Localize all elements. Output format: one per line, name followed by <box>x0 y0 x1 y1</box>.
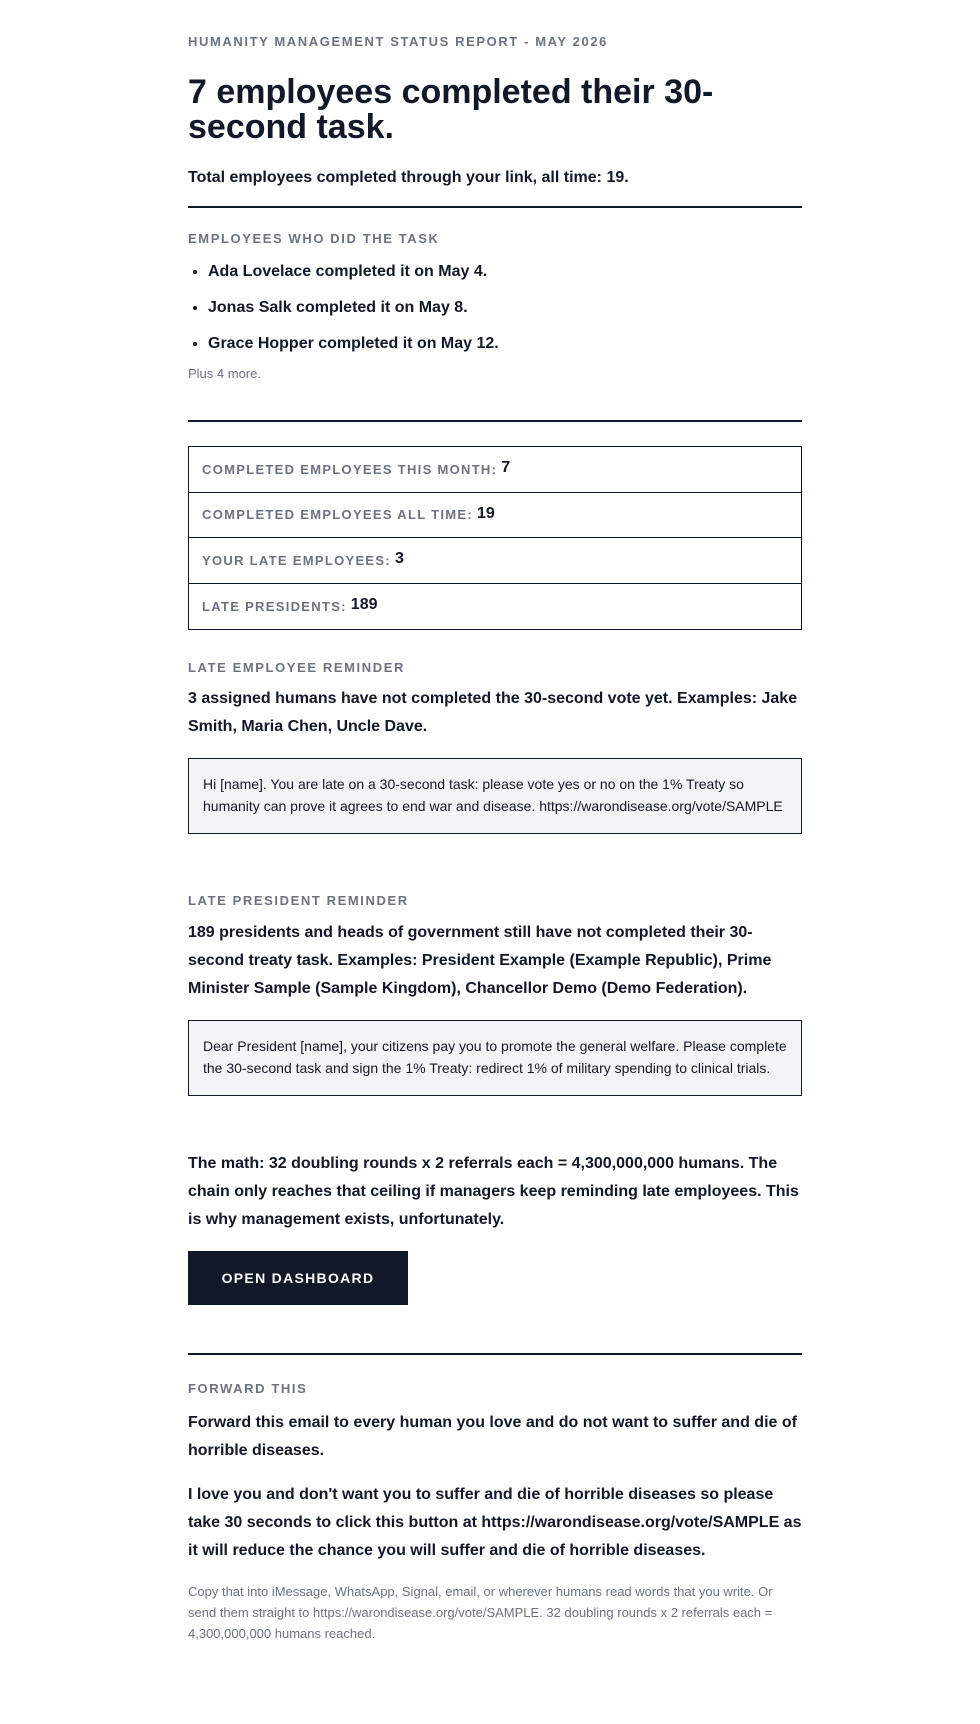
stat-label: YOUR LATE EMPLOYEES: <box>202 552 391 568</box>
report-eyebrow: HUMANITY MANAGEMENT STATUS REPORT - MAY 2026 <box>188 34 608 49</box>
forward-footnote: Copy that into iMessage, WhatsApp, Signal, email, or wherever humans read words that you write. Or send them straight to https://warondisease.org/vote/SAMPLE. 32 doubling rounds x 2 referrals each = 4,300,000,000 humans reached. <box>188 1584 773 1641</box>
list-item: • Grace Hopper completed it on May 12. <box>208 334 802 354</box>
section-divider <box>188 420 802 422</box>
forward-section-label: FORWARD THIS <box>188 1381 308 1396</box>
section-divider <box>188 1353 802 1355</box>
stat-row-completed-all-time <box>189 493 801 539</box>
stat-row-late-employees <box>189 538 801 584</box>
forward-instruction: Forward this email to every human you love and do not want to suffer and die of horrible diseases. <box>188 1414 797 1459</box>
stat-value: 3 <box>395 550 404 568</box>
stat-label: COMPLETED EMPLOYEES THIS MONTH: <box>202 461 498 477</box>
math-explanation: The math: 32 doubling rounds x 2 referrals each = 4,300,000,000 humans. The chain only reaches that ceiling if managers keep reminding late employees. This is why management exists, unfortunately. <box>188 1155 799 1228</box>
stat-label: COMPLETED EMPLOYEES ALL TIME: <box>202 507 473 523</box>
stat-value: 19 <box>477 504 495 522</box>
page-title: 7 employees completed their 30-second task. <box>188 73 714 146</box>
email-body <box>188 0 802 1684</box>
list-item: • Ada Lovelace completed it on May 4. <box>208 262 802 282</box>
late-president-text: 189 presidents and heads of government still have not completed their 30-second treaty task. Examples: President Example (Example Republic), Prime Minister Sample (Sample Kingdom), Chancellor Demo (Demo Federation). <box>188 924 772 997</box>
open-dashboard-button[interactable]: OPEN DASHBOARD <box>188 1251 408 1305</box>
more-employees-note: Plus 4 more. <box>188 366 261 381</box>
employees-section-label: EMPLOYEES WHO DID THE TASK <box>188 231 440 246</box>
stat-row-late-presidents <box>189 584 801 630</box>
employee-list <box>188 262 802 354</box>
list-item: • Jonas Salk completed it on May 8. <box>208 298 802 318</box>
stat-label: LATE PRESIDENTS: <box>202 598 347 614</box>
late-employee-section-label: LATE EMPLOYEE REMINDER <box>188 660 405 675</box>
forward-message: I love you and don't want you to suffer and die of horrible diseases so please take 30 seconds to click this button at https://warondisease.org/vote/SAMPLE as it will reduce the chance you will suffer and die of horrible diseases. <box>188 1486 802 1559</box>
late-president-section-label: LATE PRESIDENT REMINDER <box>188 893 409 908</box>
total-completed-summary: Total employees completed through your link, all time: 19. <box>188 169 629 186</box>
stats-table <box>188 446 802 630</box>
late-employee-message-template: Hi [name]. You are late on a 30-second task: please vote yes or no on the 1% Treaty so humanity can prove it agrees to end war and disease. https://warondisease.org/vote/SAMPLE <box>188 758 802 834</box>
stat-row-completed-month <box>189 447 801 493</box>
stat-value: 7 <box>501 459 511 477</box>
section-divider <box>188 206 802 208</box>
late-president-message-template: Dear President [name], your citizens pay you to promote the general welfare. Please complete the 30-second task and sign the 1% Treaty: redirect 1% of military spending to clinical trials. <box>188 1020 802 1096</box>
late-employee-text: 3 assigned humans have not completed the 30-second vote yet. Examples: Jake Smith, Maria Chen, Uncle Dave. <box>188 690 798 735</box>
stat-value: 189 <box>350 596 378 614</box>
